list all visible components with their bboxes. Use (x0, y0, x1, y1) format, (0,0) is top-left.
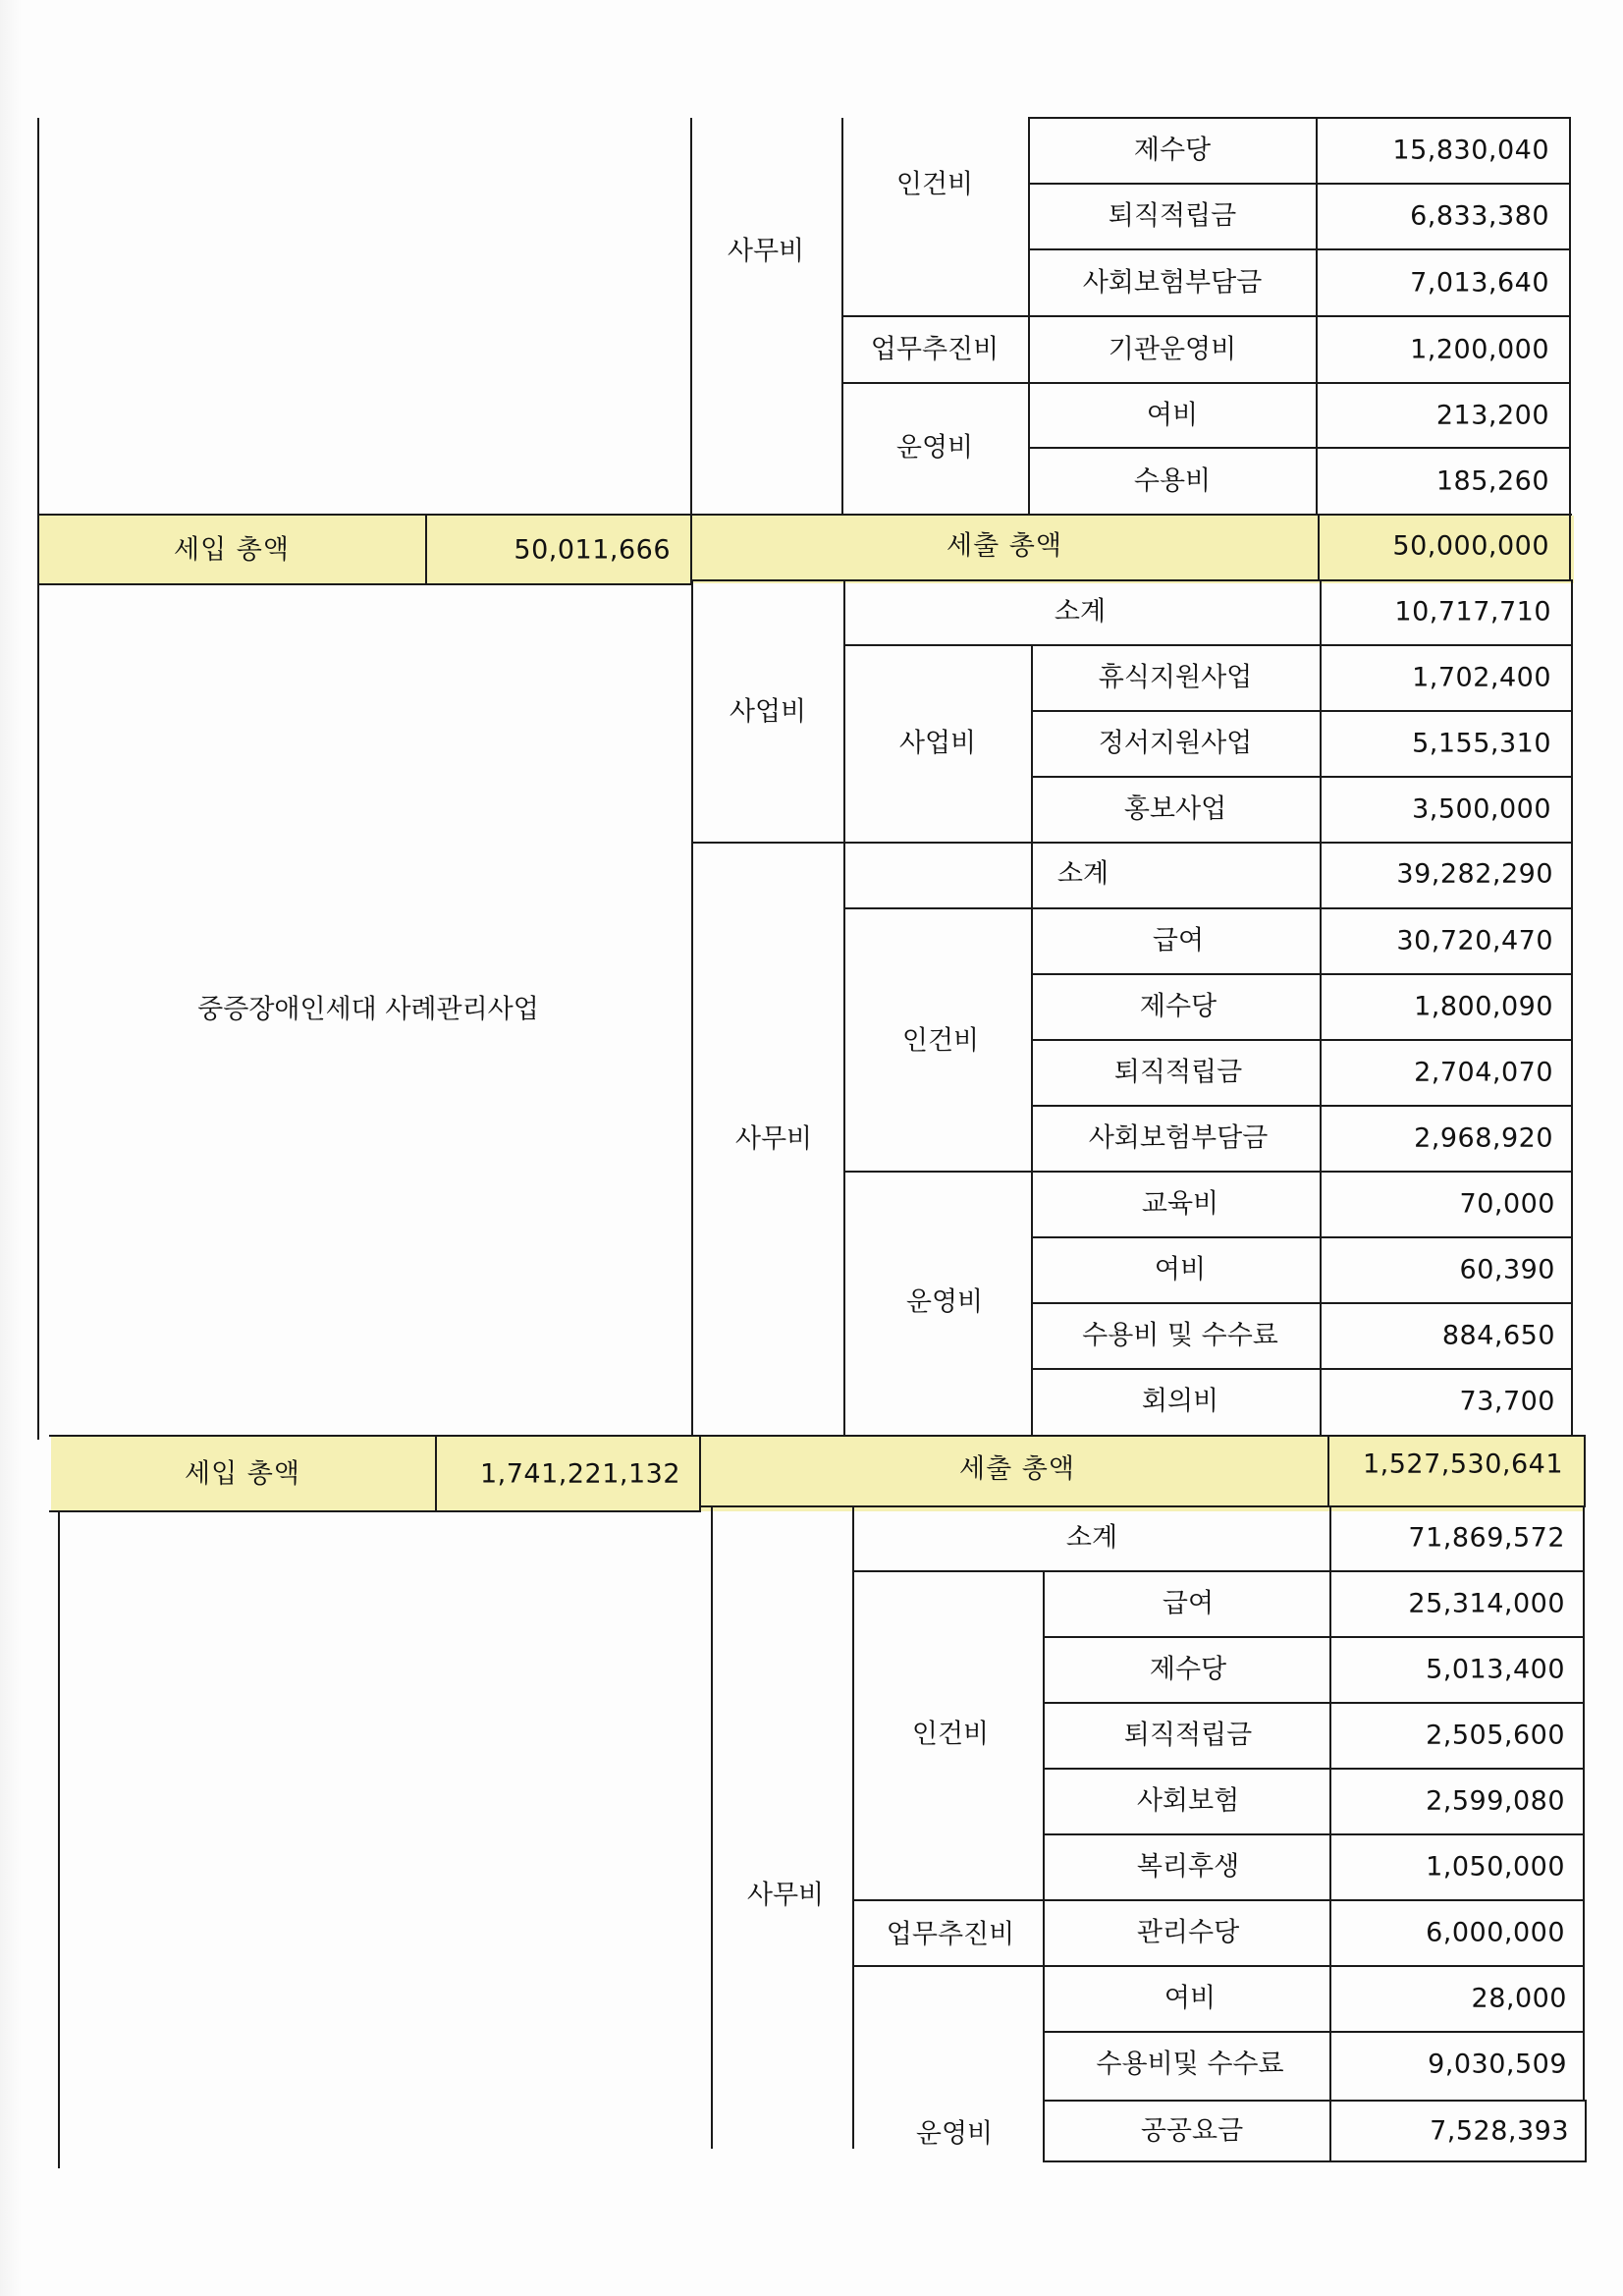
item-amount: 30,720,470 (1396, 925, 1553, 957)
item-label: 수용비 및 수수료 (1082, 1320, 1278, 1351)
item-amount: 70,000 (1459, 1188, 1555, 1220)
item-amount: 213,200 (1435, 400, 1549, 431)
subtotal-amount: 71,869,572 (1408, 1522, 1565, 1554)
item-label: 여비 (1163, 1983, 1217, 2014)
subtotal-label: 소계 (1056, 858, 1109, 890)
item-amount: 7,013,640 (1410, 267, 1549, 299)
item-label: 제수당 (1149, 1654, 1227, 1685)
item-amount: 6,000,000 (1426, 1917, 1565, 1948)
category-business: 사업비 (729, 696, 807, 728)
item-label: 퇴직적립금 (1123, 1720, 1253, 1751)
item-label: 여비 (1146, 400, 1199, 431)
subtotal-label: 소계 (1065, 1522, 1118, 1554)
subtotal-amount: 10,717,710 (1394, 596, 1551, 628)
item-amount: 5,155,310 (1412, 728, 1551, 759)
item-label: 수용비및 수수료 (1096, 2049, 1284, 2080)
category-office-1: 사무비 (727, 236, 805, 267)
expense-total-amount-1: 50,000,000 (1392, 530, 1549, 562)
item-amount: 185,260 (1435, 465, 1549, 497)
item-label: 홍보사업 (1123, 793, 1227, 825)
subtotal-amount: 39,282,290 (1396, 858, 1553, 890)
category-office-3: 사무비 (746, 1880, 825, 1911)
income-total-amount-1: 50,011,666 (514, 534, 671, 566)
subcategory-business: 사업비 (898, 728, 977, 759)
item-amount: 25,314,000 (1408, 1588, 1565, 1619)
item-amount: 2,599,080 (1426, 1785, 1565, 1817)
item-amount: 1,200,000 (1410, 334, 1549, 365)
expense-total-label-1: 세출 총액 (947, 530, 1062, 562)
item-label: 관리수당 (1136, 1917, 1240, 1948)
item-label: 퇴직적립금 (1113, 1057, 1243, 1088)
item-label: 교육비 (1141, 1188, 1219, 1220)
item-label: 수용비 (1133, 465, 1212, 497)
item-amount: 5,013,400 (1426, 1654, 1565, 1685)
item-amount: 1,050,000 (1426, 1851, 1565, 1883)
subcategory-promotion-3: 업무추진비 (886, 1919, 1015, 1950)
item-label: 급여 (1152, 925, 1205, 957)
item-label: 기관운영비 (1108, 334, 1237, 365)
item-amount: 15,830,040 (1392, 135, 1549, 166)
item-amount: 1,702,400 (1412, 662, 1551, 693)
item-amount: 60,390 (1459, 1254, 1555, 1285)
item-label: 여비 (1154, 1254, 1207, 1285)
category-office-2: 사무비 (734, 1123, 813, 1155)
expense-total-amount-2: 1,527,530,641 (1362, 1449, 1563, 1480)
item-amount: 3,500,000 (1412, 793, 1551, 825)
subtotal-label: 소계 (1054, 596, 1107, 628)
subcategory-operation-2: 운영비 (905, 1286, 984, 1318)
item-label: 퇴직적립금 (1108, 200, 1237, 232)
subcategory-personnel-3: 인건비 (911, 1719, 990, 1750)
item-label: 사회보험 (1136, 1785, 1240, 1817)
item-label: 복리후생 (1136, 1851, 1240, 1883)
item-label: 제수당 (1133, 135, 1212, 166)
item-amount: 7,528,393 (1430, 2115, 1569, 2147)
item-amount: 2,505,600 (1426, 1720, 1565, 1751)
income-total-label-1: 세입 총액 (174, 534, 290, 566)
item-label: 사회보험부담금 (1082, 267, 1263, 299)
item-amount: 6,833,380 (1410, 200, 1549, 232)
expense-total-label-2: 세출 총액 (959, 1453, 1075, 1485)
item-amount: 73,700 (1459, 1386, 1555, 1417)
subcategory-personnel-1: 인건비 (895, 169, 974, 200)
item-label: 회의비 (1141, 1386, 1219, 1417)
subcategory-promotion-1: 업무추진비 (870, 334, 1000, 365)
item-amount: 28,000 (1471, 1983, 1567, 2014)
subcategory-operation-1: 운영비 (895, 432, 974, 464)
income-total-label-2: 세입 총액 (185, 1458, 300, 1490)
subcategory-personnel-2: 인건비 (901, 1025, 980, 1057)
item-label: 급여 (1162, 1588, 1215, 1619)
item-label: 사회보험부담금 (1088, 1122, 1269, 1154)
item-amount: 2,968,920 (1414, 1122, 1553, 1154)
item-label: 공공요금 (1140, 2115, 1244, 2147)
item-amount: 9,030,509 (1428, 2049, 1567, 2080)
income-total-amount-2: 1,741,221,132 (479, 1458, 680, 1490)
item-amount: 884,650 (1441, 1320, 1555, 1351)
item-label: 제수당 (1139, 991, 1217, 1022)
program-name: 중증장애인세대 사례관리사업 (197, 994, 539, 1025)
subcategory-operation-3: 운영비 (915, 2118, 994, 2150)
item-amount: 1,800,090 (1414, 991, 1553, 1022)
item-label: 휴식지원사업 (1098, 662, 1253, 693)
item-amount: 2,704,070 (1414, 1057, 1553, 1088)
item-label: 정서지원사업 (1098, 728, 1253, 759)
